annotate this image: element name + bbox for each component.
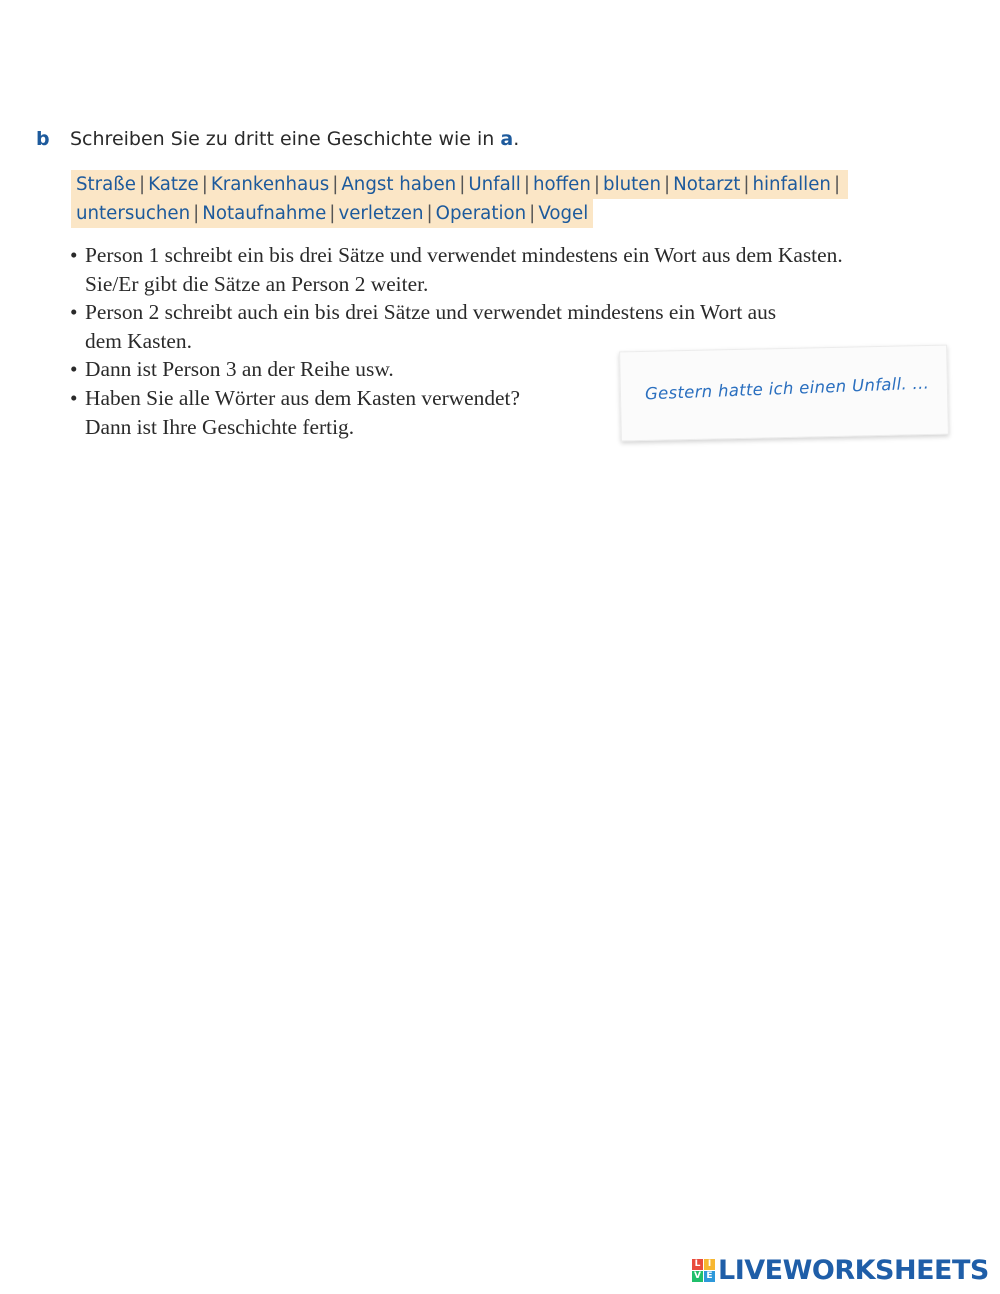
word-separator: | bbox=[529, 203, 536, 224]
word-item: untersuchen bbox=[76, 203, 191, 224]
bullet-text: Haben Sie alle Wörter aus dem Kasten verwendet? bbox=[85, 385, 520, 410]
task-reference: a bbox=[500, 128, 514, 150]
task-punct: . bbox=[513, 128, 520, 150]
word-separator: | bbox=[138, 174, 146, 195]
logo-mark-letter: L bbox=[692, 1259, 703, 1270]
logo-text: LIVEWORKSHEETS bbox=[718, 1254, 989, 1286]
word-separator: | bbox=[426, 203, 433, 224]
word-separator: | bbox=[329, 203, 336, 224]
word-separator: | bbox=[201, 174, 208, 195]
bullet-dot: • bbox=[70, 300, 78, 325]
bullet-text: dem Kasten. bbox=[85, 328, 192, 353]
handwritten-note-card bbox=[619, 345, 949, 442]
liveworksheets-logo bbox=[692, 1253, 989, 1287]
word-item: Straße bbox=[76, 174, 136, 195]
bullet-text: Dann ist Person 3 an der Reihe usw. bbox=[85, 357, 394, 382]
word-item: bluten bbox=[603, 174, 662, 195]
word-item: hinfallen bbox=[752, 174, 831, 195]
word-item: Operation bbox=[435, 203, 527, 224]
word-box bbox=[71, 170, 951, 228]
word-separator: | bbox=[459, 174, 466, 195]
word-separator: | bbox=[664, 174, 671, 195]
word-item: hoffen bbox=[532, 174, 591, 195]
list-item bbox=[70, 241, 970, 298]
word-item: Vogel bbox=[538, 203, 589, 224]
word-item: Krankenhaus bbox=[210, 174, 330, 195]
word-separator: | bbox=[593, 174, 601, 195]
word-item: Notarzt bbox=[673, 174, 741, 195]
bullet-text: Person 2 schreibt auch ein bis drei Sätze und verwendet mindestens ein Wort aus bbox=[85, 300, 777, 325]
task-heading bbox=[36, 128, 519, 150]
task-instruction: Schreiben Sie zu dritt eine Geschichte wie in bbox=[70, 128, 495, 150]
logo-mark-letter: V bbox=[692, 1271, 703, 1282]
word-separator: | bbox=[743, 174, 750, 195]
bullet-text: Dann ist Ihre Geschichte fertig. bbox=[85, 414, 355, 439]
word-separator: | bbox=[332, 174, 339, 195]
word-box-line-1 bbox=[71, 170, 848, 199]
word-separator: | bbox=[523, 174, 530, 195]
bullet-dot: • bbox=[70, 385, 78, 410]
note-text: Gestern hatte ich einen Unfall. ... bbox=[644, 373, 930, 404]
word-item: Angst haben bbox=[341, 174, 457, 195]
word-item: Katze bbox=[148, 174, 199, 195]
bullet-text: Sie/Er gibt die Sätze an Person 2 weiter. bbox=[85, 271, 429, 296]
word-box-line-2 bbox=[71, 199, 593, 228]
word-separator: | bbox=[193, 203, 200, 224]
word-item: Unfall bbox=[468, 174, 521, 195]
word-item: Notaufnahme bbox=[202, 203, 327, 224]
logo-mark-letter: I bbox=[704, 1259, 715, 1270]
bullet-dot: • bbox=[70, 357, 78, 382]
bullet-text: Person 1 schreibt ein bis drei Sätze und verwendet mindestens ein Wort aus dem Kasten. bbox=[85, 243, 843, 267]
bullet-dot: • bbox=[70, 243, 78, 267]
word-item: verletzen bbox=[338, 203, 424, 224]
task-letter: b bbox=[36, 128, 50, 150]
logo-mark-letter: E bbox=[704, 1271, 715, 1282]
logo-mark-icon bbox=[692, 1259, 715, 1282]
word-separator: | bbox=[833, 174, 841, 195]
